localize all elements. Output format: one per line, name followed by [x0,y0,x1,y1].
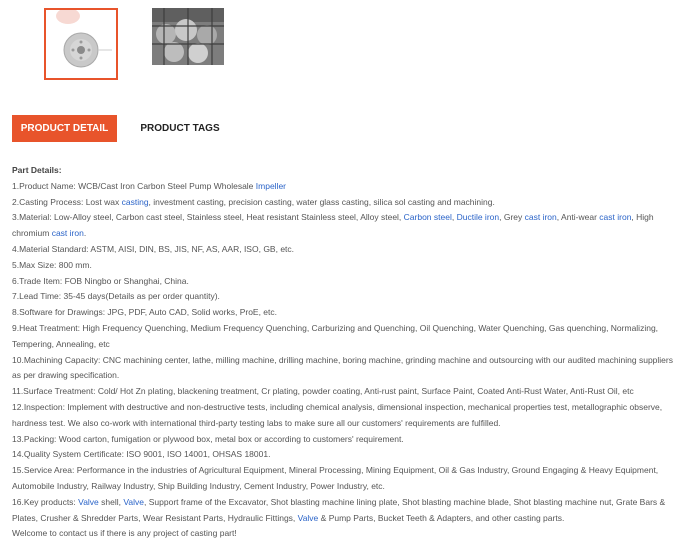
detail-text: 4.Material Standard: ASTM, AISI, DIN, BS, JIS, NF, AS, AAR, ISO, GB, etc. [12,243,295,254]
detail-tabs [12,115,692,142]
detail-text: . [83,228,87,239]
detail-text: 8.Software for Drawings: JPG, PDF, Auto CAD, Solid works, ProE, etc. [12,307,278,318]
detail-text: 3.Material: Low-Alloy steel, Carbon cast steel, Stainless steel, Heat resistant Stainless steel, Alloy steel, [12,212,404,223]
keyword-link[interactable]: cast iron [524,212,557,223]
castings-basket-image [152,8,224,65]
detail-text: , [451,212,457,223]
detail-line [12,321,680,353]
keyword-link[interactable]: Ductile iron [456,212,500,223]
keyword-link[interactable]: Impeller [255,180,287,191]
detail-text: 7.Lead Time: 35-45 days(Details as per order quantity). [12,291,220,302]
impeller-disc-image [46,10,116,78]
detail-line [12,384,680,400]
detail-text: 1.Product Name: WCB/Cast Iron Carbon Steel Pump Wholesale [12,180,256,191]
detail-text: shell, [98,496,124,507]
detail-line [12,400,680,432]
keyword-link[interactable]: Valve [78,496,99,507]
tab-product-tags[interactable]: PRODUCT TAGS [140,123,220,134]
detail-text: 14.Quality System Certificate: ISO 9001, ISO 14001, OHSAS 18001. [12,449,271,460]
detail-line [12,432,680,448]
detail-line [12,242,680,258]
keyword-link[interactable]: Carbon steel [403,212,452,223]
part-details-heading: Part Details: [12,165,62,175]
keyword-link[interactable]: Valve [297,512,319,523]
keyword-link[interactable]: cast iron [51,228,84,239]
detail-text: 11.Surface Treatment: Cold/ Hot Zn plating, blackening treatment, Cr plating, powder coating, Anti-rust paint, Surface Paint, Coated Anti-Rust Water, Anti-Rust Oil, etc [12,386,634,397]
detail-line [12,495,680,527]
detail-text: 16.Key products: [12,496,79,507]
detail-line [12,353,680,385]
detail-text: Welcome to contact us if there is any project of casting part! [12,528,237,539]
detail-text: , Support frame of the Excavator, Shot blasting machine lining plate, Shot blasting machine blade, Shot blasting machine nut, Grate Bars & Plates, Crusher & Shredder Parts, Wear Resistant Parts, Hydraulic Fittings, [12,496,666,523]
detail-text: , Anti-wear [556,212,600,223]
detail-text: 9.Heat Treatment: High Frequency Quenching, Medium Frequency Quenching, Carburizing and Quenching, Oil Quenching, Water Quenching, Gas quenching, Normalizing, Tempering, Annealing, etc [12,322,659,349]
product-detail-content [12,163,680,542]
detail-line [12,526,680,542]
detail-text: 15.Service Area: Performance in the industries of Agricultural Equipment, Mineral Processing, Mining Equipment, Oil & Gas Industry, Ground Engaging & Heavy Equipment, Automobile Industry, Railway Industry, Ship Building Industry, Cement Industry, Power Industry, etc. [12,465,659,491]
detail-line [12,463,680,495]
detail-line [12,195,680,211]
detail-text: 2.Casting Process: Lost wax [12,196,122,207]
detail-line [12,305,680,321]
detail-text: , High chromium [12,212,654,239]
detail-text: , investment casting, precision casting, water glass casting, silica sol casting and machining. [148,196,495,207]
product-gallery [0,0,700,90]
detail-text: 6.Trade Item: FOB Ningbo or Shanghai, China. [12,275,189,286]
detail-lines [12,179,680,542]
tab-product-detail[interactable]: PRODUCT DETAIL [12,115,117,142]
keyword-link[interactable]: Valve [123,496,145,507]
detail-line [12,258,680,274]
detail-line [12,210,680,242]
keyword-link[interactable]: cast iron [599,212,632,223]
detail-line [12,289,680,305]
detail-text: 5.Max Size: 800 mm. [12,259,92,270]
thumbnail-impeller[interactable] [44,8,118,80]
detail-text: 10.Machining Capacity: CNC machining center, lathe, milling machine, drilling machine, boring machine, grinding machine and outsourcing with our audited machining suppliers as per drawing specification. [12,354,673,381]
detail-line [12,179,680,195]
thumbnail-castings[interactable] [152,8,224,65]
keyword-link[interactable]: casting [121,196,149,207]
detail-line [12,447,680,463]
detail-text: , Grey [499,212,525,223]
detail-line [12,274,680,290]
detail-text: 13.Packing: Wood carton, fumigation or plywood box, metal box or according to customers' requirement. [12,433,404,444]
detail-text: & Pump Parts, Bucket Teeth & Adapters, and other casting parts. [318,512,565,523]
detail-text: 12.Inspection: Implement with destructive and non-destructive tests, including chemical analysis, dimensional inspection, mechanical properties test, metallographic observe, hardness test. We also co-work with international third-party testing labs to make sure all our customers' requirements are fulfilled. [12,401,663,428]
